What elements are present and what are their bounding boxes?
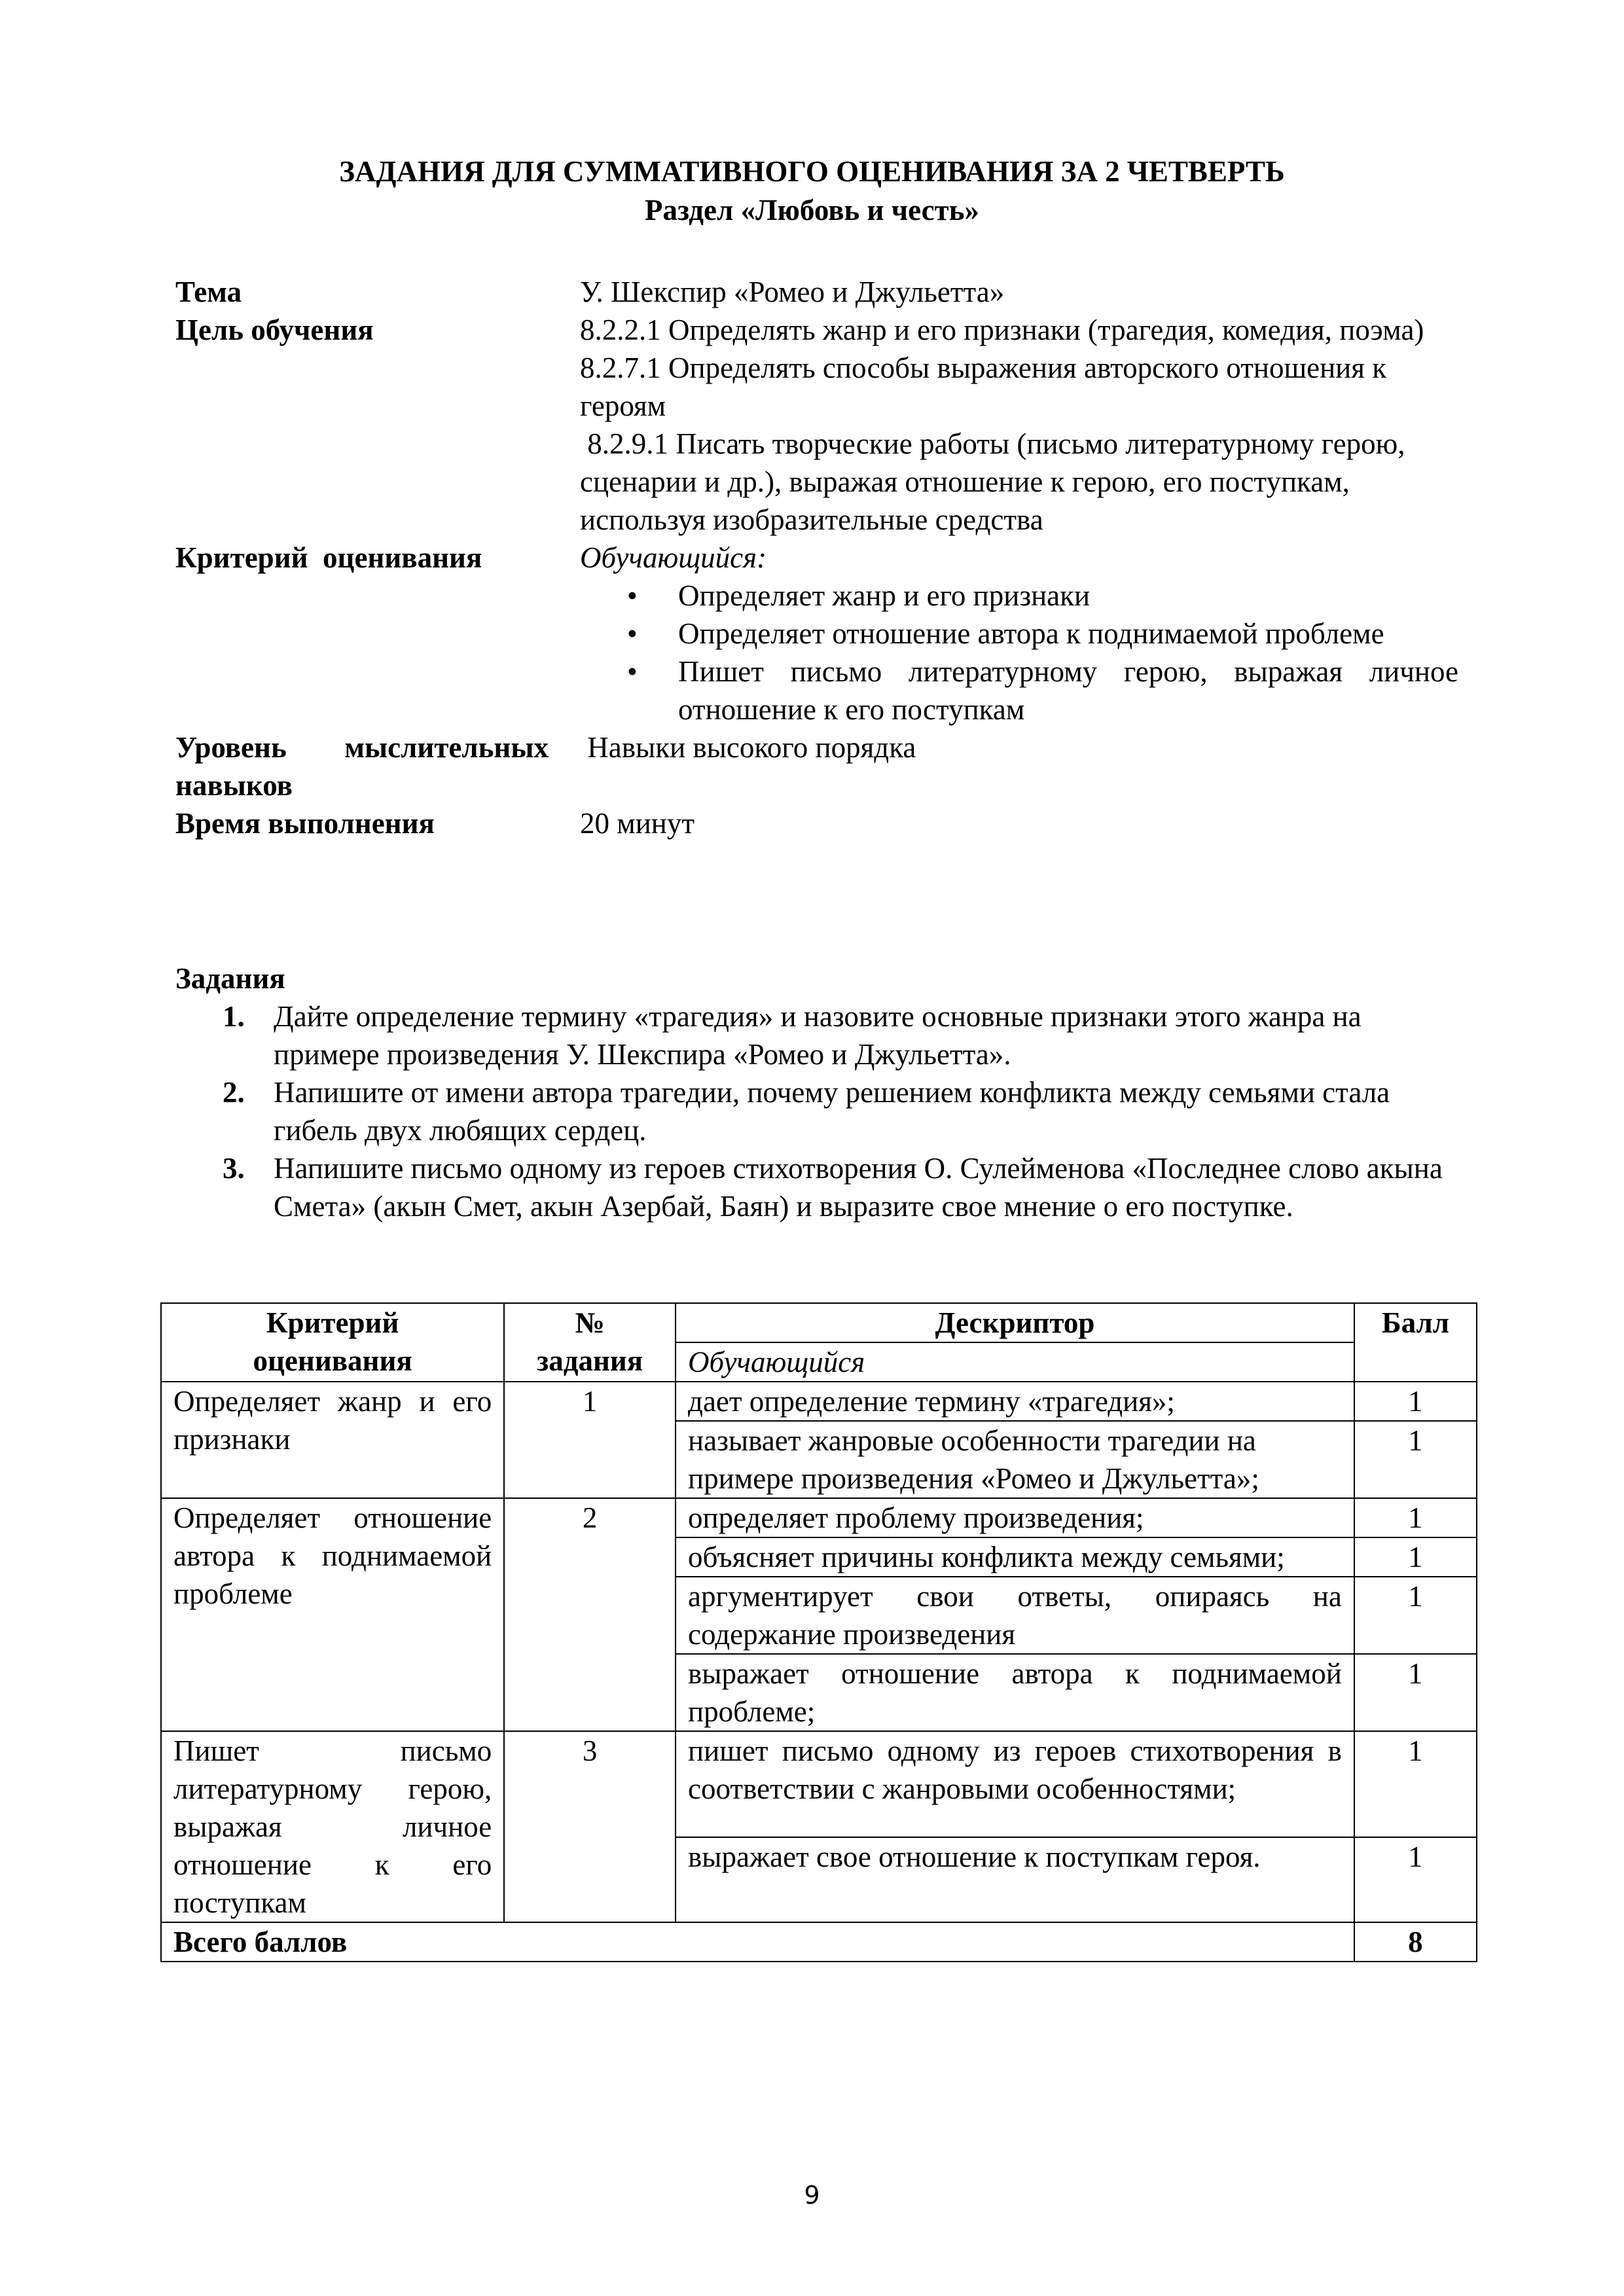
header-num-line1: № [575, 1306, 605, 1339]
task-number-cell: 1 [504, 1382, 676, 1498]
score-cell: 1 [1354, 1498, 1477, 1537]
criteria-row [175, 539, 1458, 728]
section-title: Раздел «Любовь и честь» [645, 194, 979, 226]
thinking-value: Навыки высокого порядка [580, 731, 916, 764]
task-text: Напишите письмо одному из героев стихотворения О. Сулейменова «Последнее слово акына Смета» (акын Смет, акын Азербай, Баян) и выразите свое мнение о его поступке. [274, 1152, 1443, 1223]
header-criterion [161, 1303, 504, 1382]
total-row [161, 1922, 1477, 1962]
time-row [175, 804, 1458, 842]
document-title: ЗАДАНИЯ ДЛЯ СУММАТИВНОГО ОЦЕНИВАНИЯ ЗА 2 ЧЕТВЕРТЬ [339, 155, 1285, 188]
topic-value: У. Шекспир «Ромео и Джульетта» [580, 276, 1005, 308]
header-criterion-line1: Критерий [266, 1306, 399, 1339]
task-number-cell: 2 [504, 1498, 676, 1731]
header-score: Балл [1354, 1303, 1477, 1382]
thinking-label [175, 728, 580, 804]
score-cell: 1 [1354, 1837, 1477, 1922]
criteria-item: • Пишет письмо литературному герою, выражая личное отношение к его поступкам [580, 653, 1458, 728]
table-row [161, 1731, 1477, 1837]
table-header-row [161, 1303, 1477, 1342]
goal-item: 8.2.2.1 Определять жанр и его признаки (трагедия, комедия, поэма) [580, 314, 1424, 346]
criterion-cell: Пишет письмо литературному герою, выражая личное отношение к его поступкам [161, 1731, 504, 1922]
score-cell: 1 [1354, 1382, 1477, 1421]
task-number: 2. [223, 1076, 245, 1109]
descriptor-cell: пишет письмо одному из героев стихотворения в соответствии с жанровыми особенностями; [676, 1731, 1354, 1837]
page-number: 9 [804, 2181, 820, 2210]
time-value: 20 минут [580, 807, 695, 840]
table-row [161, 1382, 1477, 1421]
criteria-bullets [580, 577, 1458, 728]
criterion-cell: Определяет жанр и его признаки [161, 1382, 504, 1498]
task-item [175, 997, 1458, 1073]
descriptor-cell: дает определение термину «трагедия»; [676, 1382, 1354, 1421]
goal-item: 8.2.9.1 Писать творческие работы (письмо литературному герою, сценарии и др.), выражая отношение к герою, его поступкам, используя изобразительные средства [580, 427, 1413, 536]
rubric-table [160, 1302, 1477, 1962]
thinking-label-line2: навыков [175, 769, 293, 802]
score-cell: 1 [1354, 1654, 1477, 1731]
score-cell: 1 [1354, 1537, 1477, 1577]
table-row [161, 1498, 1477, 1537]
descriptor-cell: аргументирует свои ответы, опираясь на содержание произведения [676, 1577, 1354, 1654]
total-label: Всего баллов [161, 1922, 1354, 1962]
goal-list [580, 311, 1458, 539]
thinking-row [175, 728, 1458, 804]
meta-block [175, 273, 1458, 842]
task-item [175, 1073, 1458, 1149]
header-learner: Обучающийся [676, 1342, 1354, 1382]
goal-item: 8.2.7.1 Определять способы выражения авторского отношения к героям [580, 351, 1387, 422]
score-cell: 1 [1354, 1421, 1477, 1498]
task-number: 3. [223, 1152, 245, 1185]
learner-label: Обучающийся: [580, 541, 767, 574]
header-num-line2: задания [537, 1344, 643, 1377]
descriptor-cell: выражает отношение автора к поднимаемой проблеме; [676, 1654, 1354, 1731]
total-value: 8 [1354, 1922, 1477, 1962]
criterion-cell: Определяет отношение автора к поднимаемой проблеме [161, 1498, 504, 1731]
descriptor-cell: объясняет причины конфликта между семьями; [676, 1537, 1354, 1577]
goal-label: Цель обучения [175, 314, 374, 346]
task-text: Дайте определение термину «трагедия» и назовите основные признаки этого жанра на примере произведения У. Шекспира «Ромео и Джульетта». [274, 1000, 1362, 1071]
task-number-cell: 3 [504, 1731, 676, 1922]
header-task-number [504, 1303, 676, 1382]
topic-label: Тема [175, 276, 242, 308]
descriptor-cell: определяет проблему произведения; [676, 1498, 1354, 1537]
criteria-item: • Определяет жанр и его признаки [580, 577, 1458, 615]
goal-row [175, 311, 1458, 539]
topic-row [175, 273, 1458, 311]
descriptor-cell: выражает свое отношение к поступкам героя. [676, 1837, 1354, 1922]
descriptor-cell: называет жанровые особенности трагедии на примере произведения «Ромео и Джульетта»; [676, 1421, 1354, 1498]
task-text: Напишите от имени автора трагедии, почему решением конфликта между семьями стала гибель двух любящих сердец. [274, 1076, 1390, 1147]
task-number: 1. [223, 1000, 245, 1033]
criteria-item: • Определяет отношение автора к поднимаемой проблеме [580, 615, 1458, 653]
score-cell: 1 [1354, 1577, 1477, 1654]
task-list [175, 997, 1458, 1225]
tasks-heading: Задания [175, 962, 285, 995]
time-label: Время выполнения [175, 807, 435, 840]
tasks-block [175, 960, 1458, 1225]
thinking-label-line1: Уровень мыслительных [175, 731, 549, 764]
header-criterion-line2: оценивания [253, 1344, 412, 1377]
score-cell: 1 [1354, 1731, 1477, 1837]
header-descriptor: Дескриптор [676, 1303, 1354, 1342]
task-item [175, 1149, 1458, 1225]
criteria-list [580, 539, 1458, 728]
criteria-label: Критерий оценивания [175, 541, 482, 574]
